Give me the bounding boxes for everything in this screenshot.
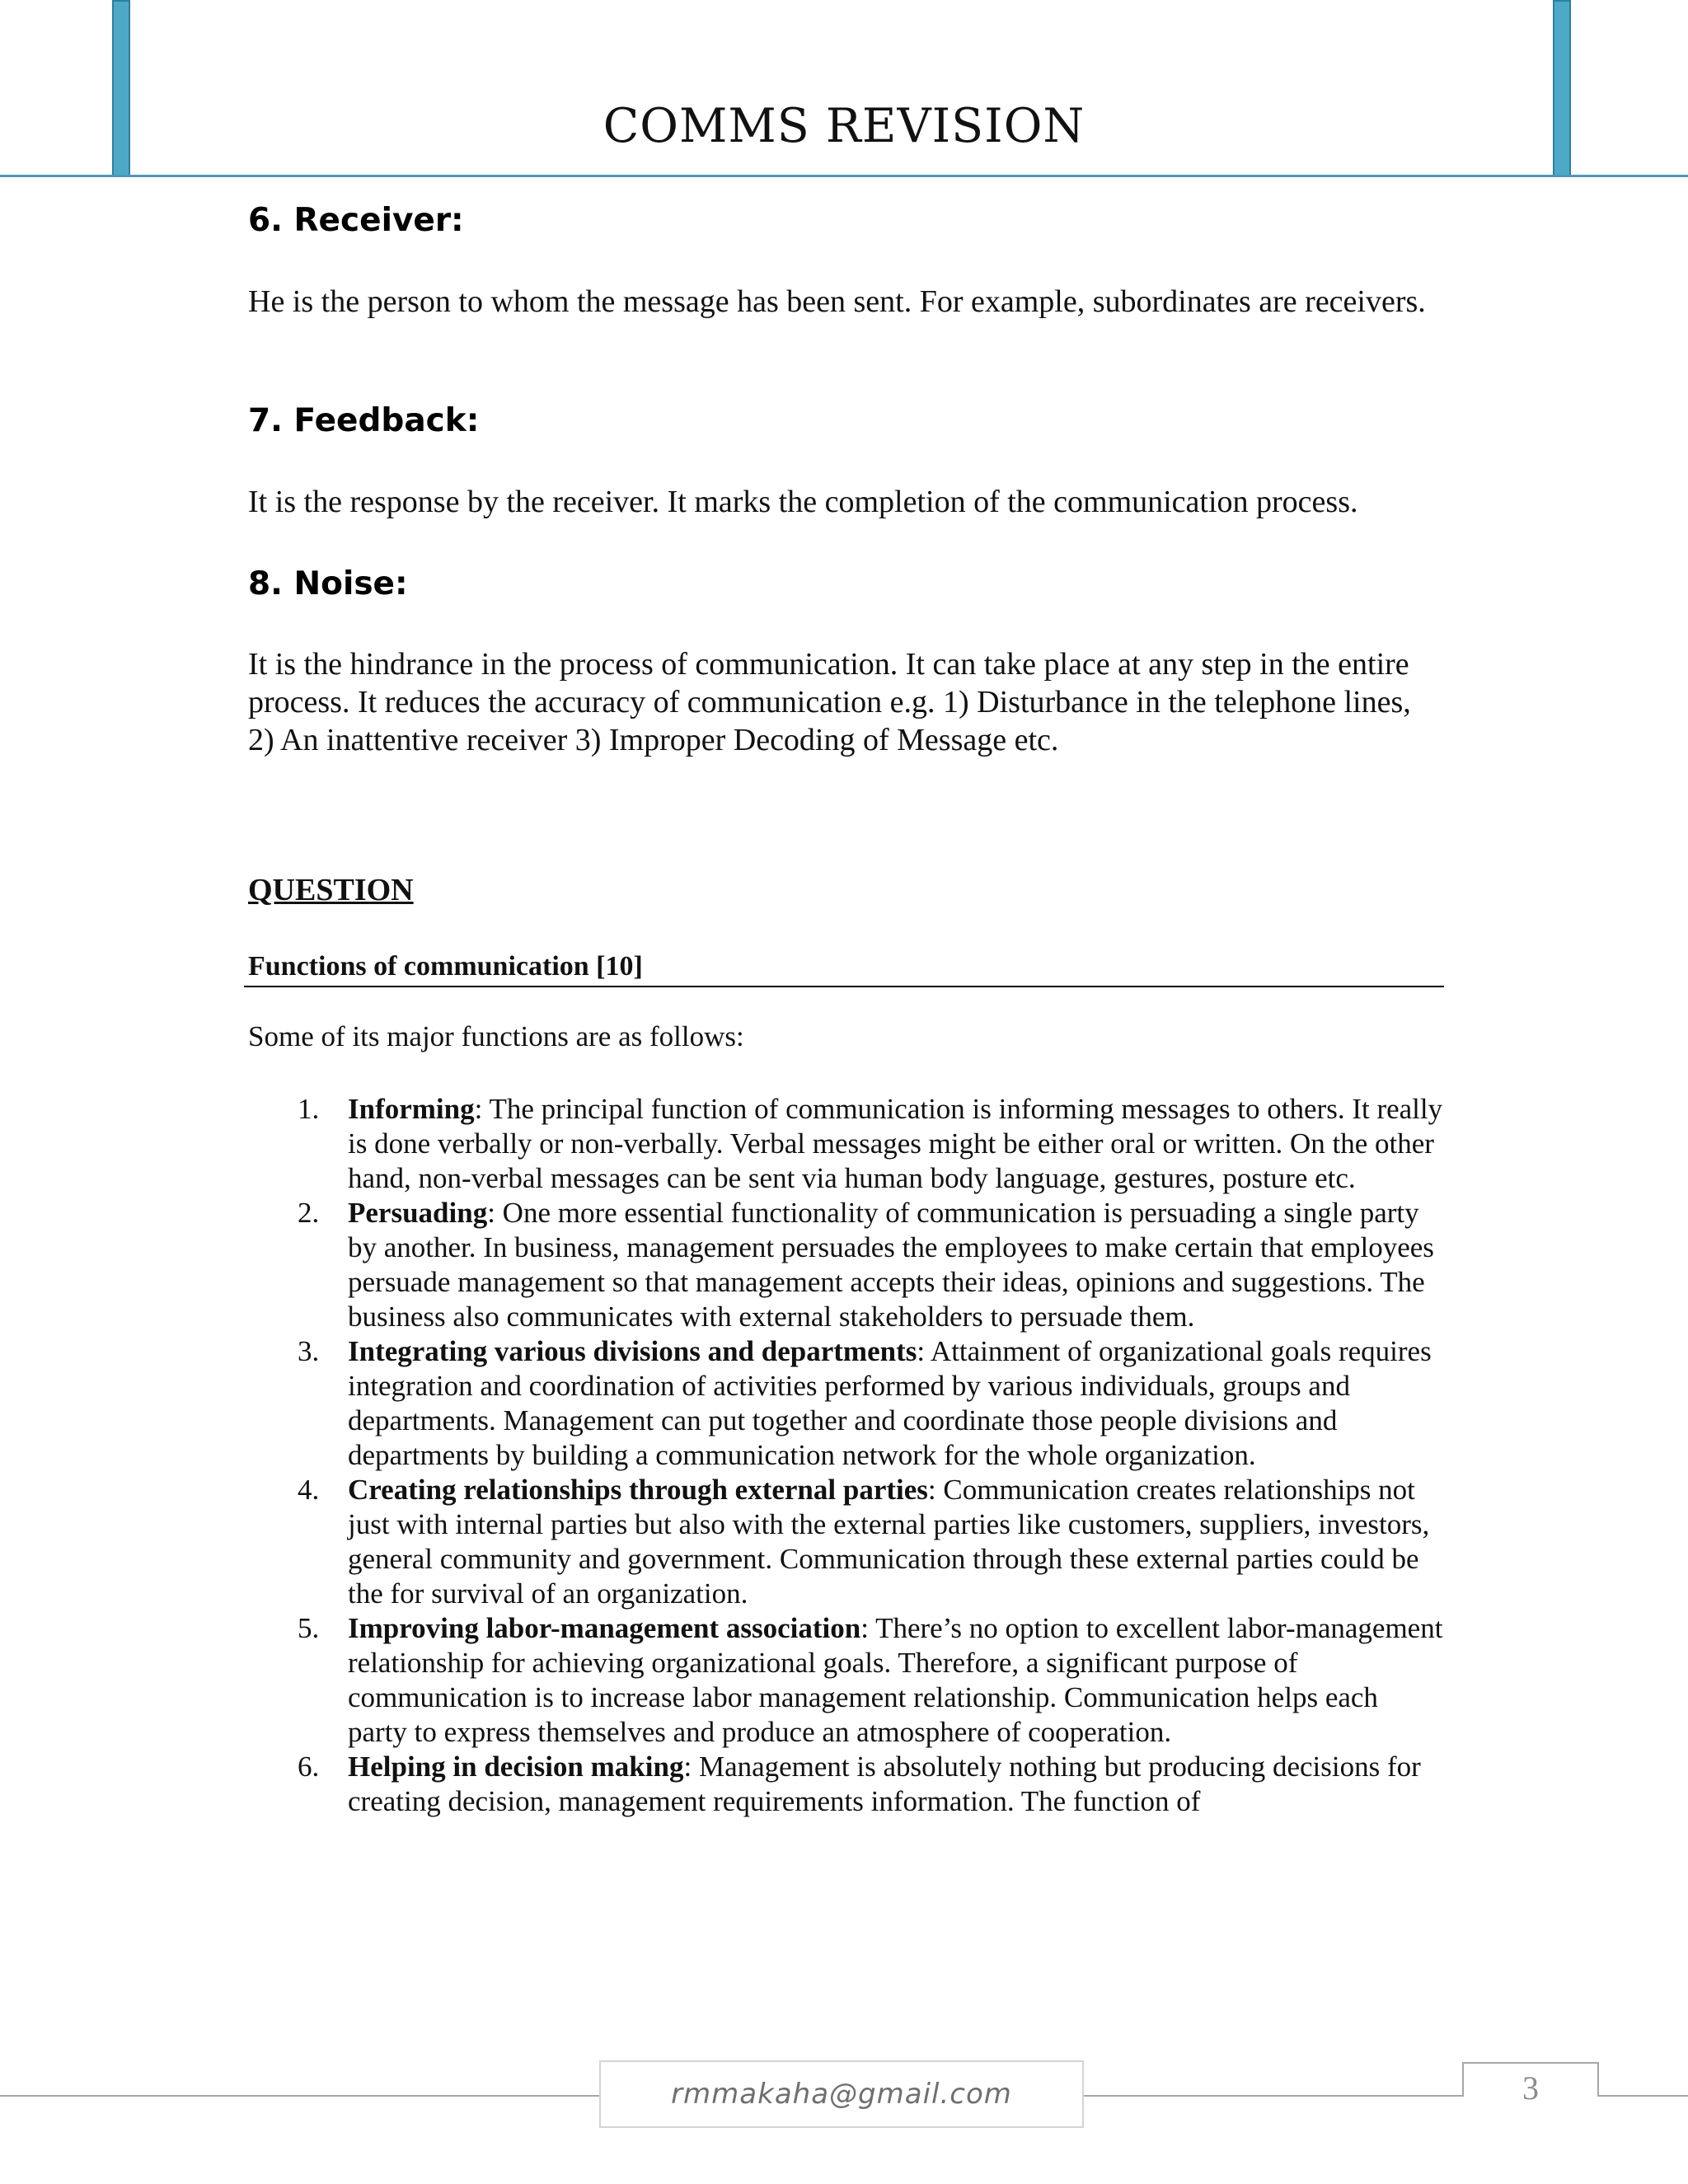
question-title: Functions of communication [10] — [248, 951, 643, 982]
header-rule — [0, 175, 1688, 177]
list-item-term: Informing — [348, 1093, 475, 1125]
list-item — [248, 1611, 1443, 1750]
question-intro: Some of its major functions are as follows: — [248, 1020, 744, 1052]
section-body-feedback: It is the response by the receiver. It marks the completion of the communication process. — [248, 485, 1358, 519]
list-item — [248, 1092, 1443, 1196]
list-item-number: 2. — [298, 1197, 320, 1229]
section-body-noise: It is the hindrance in the process of communication. It can take place at any step in the entire process. It reduces the accuracy of communication e.g. 1) Disturbance in the telephone lines, 2) An inattentive receiver 3) Improper Decoding of Message etc. — [248, 647, 1411, 757]
page-number: 3 — [1522, 2069, 1539, 2107]
footer-rule-left — [0, 2095, 599, 2097]
footer-email: rmmakaha@gmail.com — [599, 2060, 1084, 2128]
footer-rule-right — [1597, 2095, 1688, 2097]
list-item-number: 6. — [298, 1750, 320, 1783]
list-item-number: 5. — [298, 1612, 320, 1644]
list-item-text: : One more essential functionality of communication is persuading a single party by another. In business, management persuades the employees to make certain that employees persuade management so that management accepts their ideas, opinions and suggestions. The business also communicates with external stakeholders to persuade them. — [348, 1197, 1434, 1333]
list-item-term: Creating relationships through external parties — [348, 1474, 928, 1506]
list-item-text: : Management is absolutely nothing but producing decisions for creating decision, management requirements information. The function of — [348, 1750, 1421, 1817]
list-item-number: 3. — [298, 1335, 320, 1367]
list-item-term: Helping in decision making — [348, 1750, 684, 1783]
list-item-number: 1. — [298, 1093, 320, 1125]
list-item-term: Improving labor-management association — [348, 1612, 861, 1644]
section-heading-noise: 8. Noise: — [248, 565, 408, 602]
list-item-text: : The principal function of communication is informing messages to others. It really is done verbally or non-verbally. Verbal messages might be either oral or written. On the other hand, non-verbal messages can be sent via human body language, gestures, posture etc. — [348, 1093, 1443, 1194]
question-label: QUESTION — [248, 873, 414, 907]
list-item-number: 4. — [298, 1474, 320, 1506]
list-item-text: : Attainment of organizational goals requires integration and coordination of activities performed by various individuals, groups and departments. Management can put together and coordinate those people divisions and departments by building a communication network for the whole organization. — [348, 1335, 1432, 1471]
list-item — [248, 1196, 1443, 1334]
section-body-receiver: He is the person to whom the message has been sent. For example, subordinates are receivers. — [248, 284, 1426, 319]
section-heading-feedback: 7. Feedback: — [248, 402, 480, 439]
footer-rule-middle — [1084, 2095, 1464, 2097]
list-item-term: Integrating various divisions and departments — [348, 1335, 917, 1367]
list-item-text: : There’s no option to excellent labor-management relationship for achieving organizational goals. Therefore, a significant purpose of communication is to increase labor management relationship. Communication helps each party to express themselves and produce an atmosphere of cooperation. — [348, 1612, 1443, 1748]
document-title: COMMS REVISION — [603, 99, 1085, 153]
list-item — [248, 1473, 1443, 1611]
list-item — [248, 1334, 1443, 1473]
functions-list — [248, 1092, 1443, 1819]
list-item-term: Persuading — [348, 1197, 488, 1229]
question-title-rule — [244, 986, 1444, 987]
list-item — [248, 1750, 1443, 1819]
section-heading-receiver: 6. Receiver: — [248, 202, 464, 239]
list-item-text: : Communication creates relationships not just with internal parties but also with the external parties like customers, suppliers, investors, general community and government. Communication through these external parties could be the for survival of an organization. — [348, 1474, 1430, 1610]
